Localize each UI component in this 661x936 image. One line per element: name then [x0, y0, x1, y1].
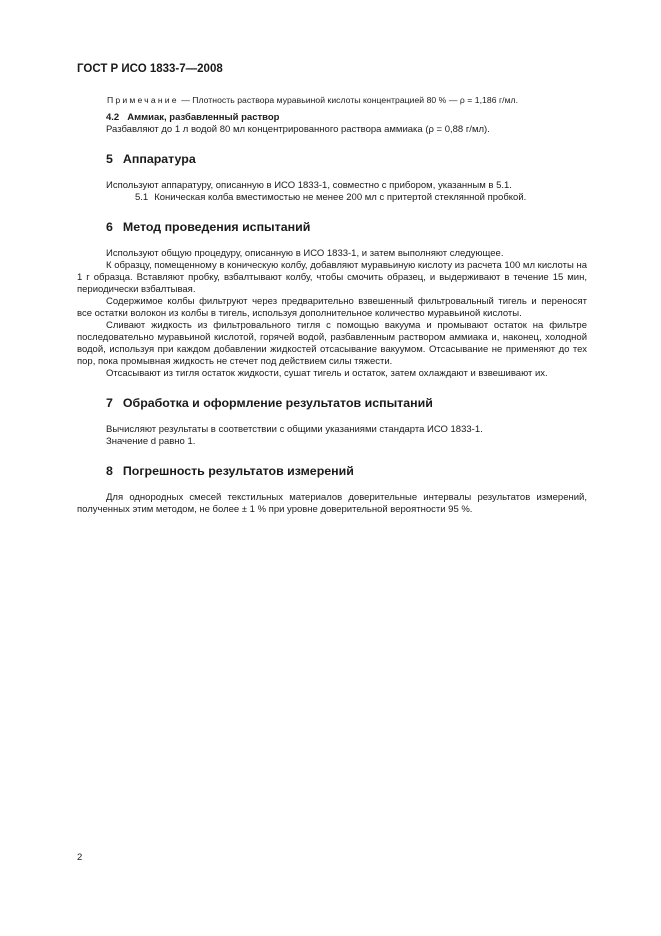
section-title: Погрешность результатов измерений	[122, 464, 354, 478]
subsection-4-2-text: Разбавляют до 1 л водой 80 мл концентрированного раствора аммиака (ρ = 0,88 г/мл).	[106, 124, 490, 135]
note	[107, 95, 518, 105]
section-8-heading	[77, 464, 587, 479]
section-title: Метод проведения испытаний	[122, 220, 311, 234]
clause-number: 5.1	[135, 192, 149, 203]
document-header: ГОСТ Р ИСО 1833-7—2008	[77, 63, 223, 75]
document-body	[77, 109, 587, 516]
section-number: 6	[106, 220, 113, 234]
section-number: 7	[106, 396, 113, 410]
subsection-number: 4.2	[106, 112, 120, 123]
section-6-heading	[77, 220, 587, 235]
clause-5-1	[77, 192, 587, 204]
section-number: 8	[106, 464, 113, 478]
section-number: 5	[106, 152, 113, 166]
section-6-paragraph: Отсасывают из тигля остаток жидкости, сушат тигель и остаток, затем охлаждают и взвешивают их.	[106, 368, 548, 379]
section-7-paragraph: Значение d равно 1.	[106, 436, 196, 447]
section-6-paragraph: Используют общую процедуру, описанную в ИСО 1833-1, и затем выполняют следующее.	[106, 248, 504, 259]
section-5-heading	[77, 152, 587, 167]
section-6-paragraph: К образцу, помещенному в коническую колбу, добавляют муравьиную кислоту из расчета 100 мл кислоты на 1 г образца. Вставляют пробку, взбалтывают колбу, чтобы смочить образец, и выдерживают в течение 15 мин, периодически взбалтывая.	[77, 260, 587, 295]
page-number: 2	[77, 852, 83, 863]
subsection-title: Аммиак, разбавленный раствор	[127, 112, 280, 123]
section-title: Аппаратура	[122, 152, 196, 166]
section-5-paragraph: Используют аппаратуру, описанную в ИСО 1833-1, совместно с прибором, указанным в 5.1.	[106, 180, 512, 191]
note-text: — Плотность раствора муравьиной кислоты концентрацией 80 % — ρ = 1,186 г/мл.	[178, 95, 519, 105]
note-label: Примечание	[107, 95, 179, 105]
section-6-paragraph: Сливают жидкость из фильтровального тигля с помощью вакуума и промывают остаток на фильтре последовательно муравьиной кислотой, горячей водой, разбавленным раствором аммиака и, наконец, холодной водой, используя при каждом добавлении жидкостей отсасывание вакуумом. Отсасывание не применяют до тех пор, пока промывная жидкость не стечет под действием силы тяжести.	[77, 320, 587, 367]
section-7-heading	[77, 396, 587, 411]
section-6-paragraph: Содержимое колбы фильтруют через предварительно взвешенный фильтровальный тигель и переносят все остатки волокон из колбы в тигель, используя дополнительное количество муравьиной кислоты.	[77, 296, 587, 319]
section-8-paragraph: Для однородных смесей текстильных материалов доверительные интервалы результатов измерений, полученных этим методом, не более ± 1 % при уровне доверительной вероятности 95 %.	[77, 492, 587, 515]
clause-text: Коническая колба вместимостью не менее 200 мл с притертой стеклянной пробкой.	[154, 192, 527, 203]
section-7-paragraph: Вычисляют результаты в соответствии с общими указаниями стандарта ИСО 1833-1.	[106, 424, 483, 435]
section-title: Обработка и оформление результатов испытаний	[122, 396, 433, 410]
subsection-4-2-heading	[77, 112, 587, 124]
